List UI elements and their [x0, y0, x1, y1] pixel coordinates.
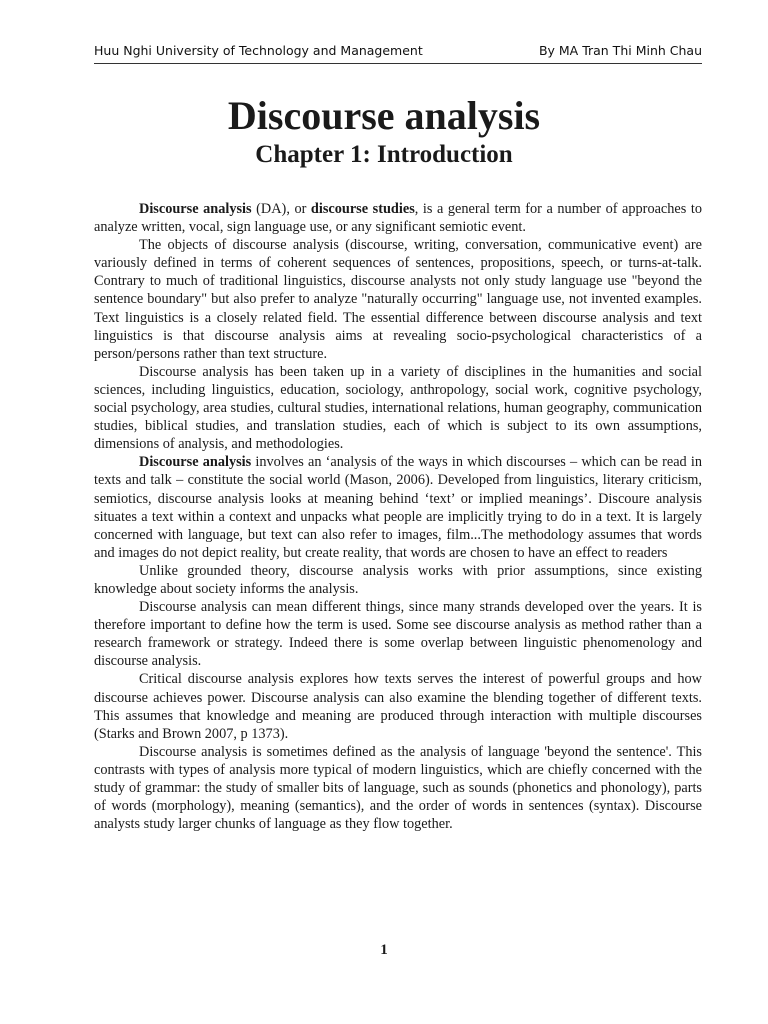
chapter-title: Chapter 1: Introduction: [255, 141, 513, 168]
paragraph-1: [94, 200, 702, 236]
body-text: [94, 200, 702, 833]
paragraph-8: Discourse analysis is sometimes defined as the analysis of language 'beyond the sentence'. This contrasts with types of analysis more typical of modern linguistics, which are chiefly concerned with the study of grammar: the study of smaller bits of language, such as sounds (phonetics and phonology), parts of words (morphology), meaning (semantics), and the order of words in sentences (syntax). Discourse analysts study larger chunks of language as they flow together.: [94, 743, 702, 833]
header-institution: Huu Nghi University of Technology and Management: [94, 43, 423, 58]
paragraph-5: Unlike grounded theory, discourse analysis works with prior assumptions, since existing knowledge about society informs the analysis.: [94, 562, 702, 597]
document-title: Discourse analysis: [227, 93, 541, 138]
bold-term: Discourse analysis: [139, 201, 252, 217]
paragraph-text: involves an ‘analysis of the ways in which discourses – which can be read in texts and talk – constitute the social world (Mason, 2006). Developed from linguistics, literary criticism, semiotics, discourse analysis looks at meaning behind ‘text’ or implied meanings’. Discoure analysis situates a text within a context and unpacks what people are implicitly trying to do in a text. It is largely concerned with language, but text can also refer to images, film...The methodology assumes that words and images do not depict reality, but create reality, that words are chosen to have an effect to readers: [94, 454, 702, 561]
paragraph-text: (DA), or: [251, 201, 311, 217]
paragraph-7: Critical discourse analysis explores how texts serves the interest of powerful groups and how discourse achieves power. Discourse analysis can also examine the blending together of different texts. This assumes that knowledge and meaning are produced through interaction with multiple discourses (Starks and Brown 2007, p 1373).: [94, 671, 702, 742]
paragraph-2: The objects of discourse analysis (discourse, writing, conversation, communicative event) are variously defined in terms of coherent sequences of sentences, propositions, speech, or turns-at-talk. Contrary to much of traditional linguistics, discourse analysts not only study language use "beyond the sentence boundary" but also prefer to analyze "naturally occurring" language use, not invented examples. Text linguistics is a closely related field. The essential difference between discourse analysis and text linguistics is that discourse analysis aims at revealing socio-psychological characteristics of a person/persons rather than text structure.: [94, 237, 702, 362]
page-header: [94, 43, 702, 64]
bold-term: discourse studies: [310, 201, 415, 217]
paragraph-3: Discourse analysis has been taken up in a variety of disciplines in the humanities and social sciences, including linguistics, education, sociology, anthropology, social work, cognitive psychology, social psychology, area studies, cultural studies, international relations, human geography, communication studies, biblical studies, and translation studies, each of which is subject to its own assumptions, dimensions of analysis, and methodologies.: [94, 363, 702, 453]
paragraph-6: Discourse analysis can mean different things, since many strands developed over the years. It is therefore important to define how the term is used. Some see discourse analysis as method rather than a research framework or strategy. Indeed there is some overlap between linguistic phenomenology and discourse analysis.: [94, 599, 702, 670]
page-number: 1: [380, 942, 388, 958]
paragraph-text: , is a general term for a number of approaches to analyze written, vocal, sign language use, or any significant semiotic event.: [94, 201, 703, 236]
bold-term: Discourse analysis: [139, 454, 252, 471]
paragraph-4: [94, 453, 702, 562]
header-author: By MA Tran Thi Minh Chau: [538, 43, 702, 58]
